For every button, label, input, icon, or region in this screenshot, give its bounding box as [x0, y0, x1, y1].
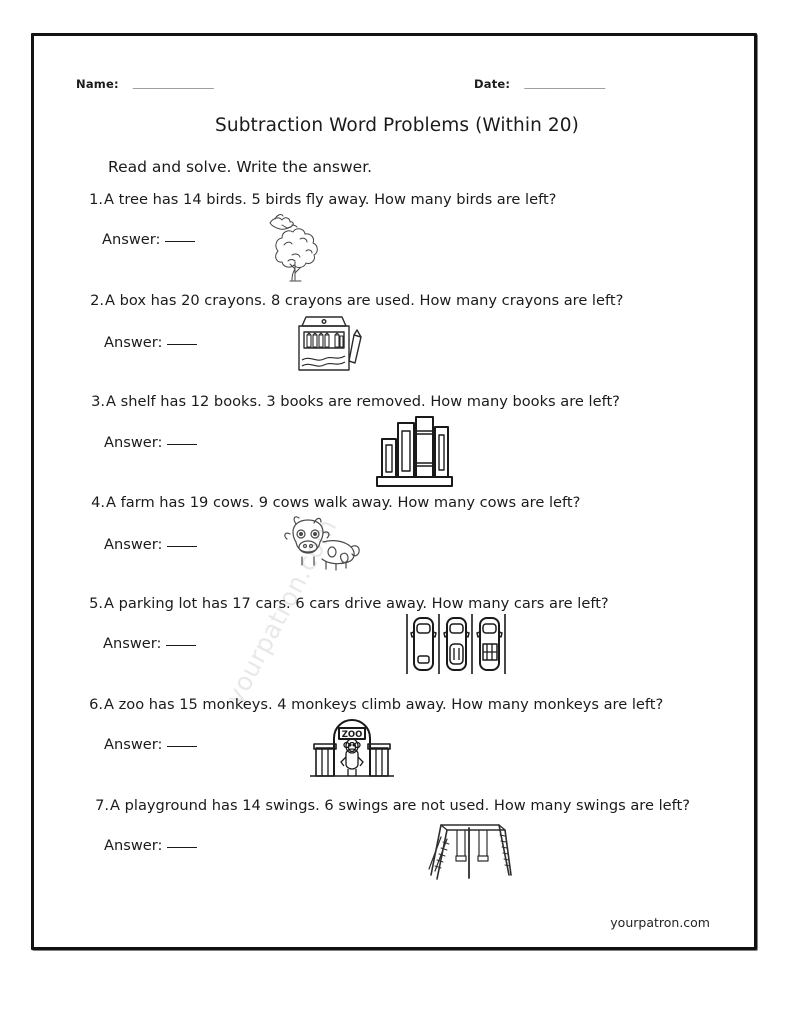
- problem-text: A box has 20 crayons. 8 crayons are used. How many crayons are left?: [105, 292, 624, 309]
- problem-number: 4.: [91, 494, 105, 511]
- problem-number: 6.: [89, 696, 103, 713]
- problem-number: 3.: [91, 393, 105, 410]
- problem-number: 2.: [90, 292, 104, 309]
- problem-text: A shelf has 12 books. 3 books are removed. How many books are left?: [106, 393, 620, 410]
- name-input-line[interactable]: ____________: [132, 75, 214, 89]
- answer-blank[interactable]: [167, 344, 197, 345]
- problem-text: A playground has 14 swings. 6 swings are not used. How many swings are left?: [110, 797, 690, 814]
- answer-label: Answer:: [104, 536, 163, 553]
- footer-branding: yourpatron.com: [610, 915, 710, 930]
- answer-row: [104, 837, 197, 854]
- problem-item: [34, 797, 760, 898]
- problem-list: [34, 191, 760, 898]
- problem-question: [86, 595, 609, 612]
- crayon-box-icon: [290, 314, 372, 376]
- zoo-gate-icon: [306, 710, 398, 780]
- problem-text: A tree has 14 birds. 5 birds fly away. How many birds are left?: [104, 191, 557, 208]
- tree-with-bird-icon: [248, 209, 340, 287]
- answer-label: Answer:: [103, 635, 162, 652]
- answer-label: Answer:: [102, 231, 161, 248]
- answer-row: [104, 736, 197, 753]
- answer-row: [102, 231, 195, 248]
- problem-number: 5.: [89, 595, 103, 612]
- cow-icon: [276, 514, 366, 576]
- page-title: Subtraction Word Problems (Within 20): [215, 115, 579, 136]
- problem-question: [88, 494, 580, 511]
- books-on-shelf-icon: [372, 407, 456, 491]
- answer-label: Answer:: [104, 334, 163, 351]
- instruction-text: Read and solve. Write the answer.: [108, 158, 373, 176]
- problem-item: [34, 292, 760, 393]
- name-label: Name:: [76, 77, 119, 91]
- answer-label: Answer:: [104, 837, 163, 854]
- answer-blank[interactable]: [166, 645, 196, 646]
- problem-item: [34, 393, 760, 494]
- date-field-group: [474, 77, 605, 91]
- svg-text:ZOO: ZOO: [341, 730, 363, 740]
- answer-row: [104, 434, 197, 451]
- watermark-text: yourpatron.com: [220, 513, 343, 710]
- problem-item: [34, 191, 760, 292]
- problem-number: 1.: [89, 191, 103, 208]
- problem-question: [86, 191, 556, 208]
- student-meta-row: [34, 77, 760, 101]
- date-label: Date:: [474, 77, 511, 91]
- date-input-line[interactable]: ____________: [524, 75, 605, 89]
- answer-blank[interactable]: [167, 847, 197, 848]
- problem-text: A zoo has 15 monkeys. 4 monkeys climb away. How many monkeys are left?: [104, 696, 664, 713]
- answer-label: Answer:: [104, 434, 163, 451]
- name-field-group: [76, 77, 213, 91]
- answer-blank[interactable]: [167, 746, 197, 747]
- problem-item: [34, 494, 760, 595]
- problem-text: A parking lot has 17 cars. 6 cars drive away. How many cars are left?: [104, 595, 609, 612]
- answer-blank[interactable]: [167, 546, 197, 547]
- swing-set-icon: [417, 809, 517, 881]
- problem-text: A farm has 19 cows. 9 cows walk away. How many cows are left?: [106, 494, 581, 511]
- worksheet-page: [31, 33, 757, 950]
- problem-number: 7.: [95, 797, 109, 814]
- answer-blank[interactable]: [165, 241, 195, 242]
- problem-question: [92, 797, 690, 814]
- problem-question: [88, 393, 620, 410]
- parked-cars-icon: [404, 612, 508, 676]
- answer-row: [104, 334, 197, 351]
- answer-row: [103, 635, 196, 652]
- problem-item: [34, 595, 760, 696]
- problem-question: [87, 292, 623, 309]
- problem-item: [34, 696, 760, 797]
- answer-row: [104, 536, 197, 553]
- answer-label: Answer:: [104, 736, 163, 753]
- answer-blank[interactable]: [167, 444, 197, 445]
